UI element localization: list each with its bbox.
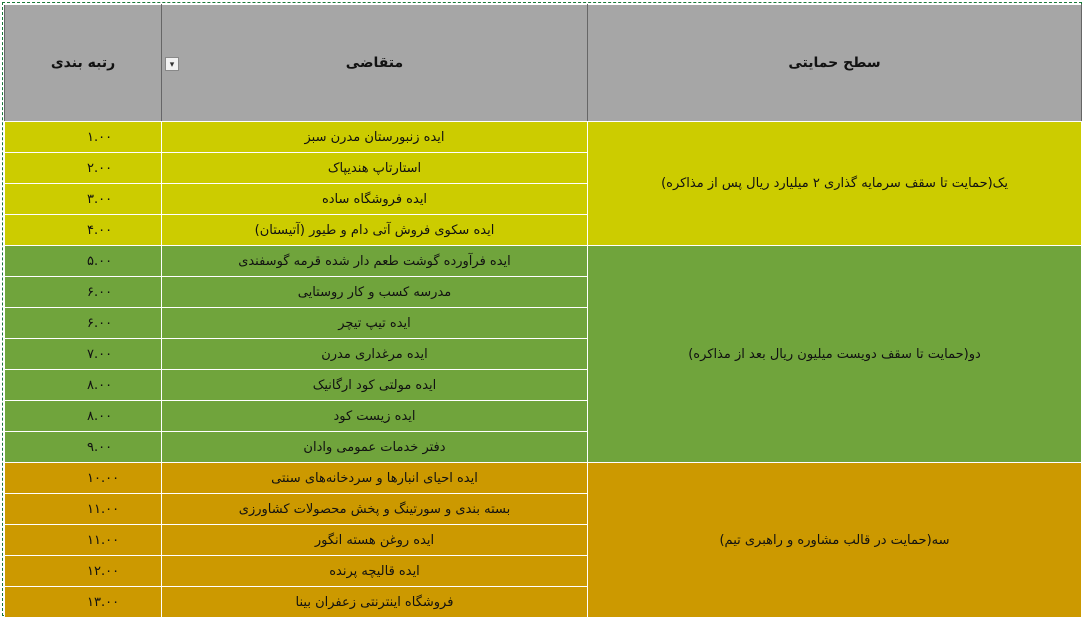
idea-cell[interactable]: ایده تیپ تیچر <box>162 308 588 339</box>
rank-column-header[interactable] <box>5 5 162 122</box>
table-row <box>5 246 1082 277</box>
level-header-label: سطح حمایتی <box>788 55 881 71</box>
idea-cell[interactable]: ایده احیای انبارها و سردخانه‌های سنتی <box>162 463 588 494</box>
support-level-cell[interactable]: یک(حمایت تا سقف سرمایه گذاری ۲ میلیارد ریال پس از مذاکره) <box>588 122 1082 246</box>
idea-cell[interactable]: ایده قالیچه پرنده <box>162 556 588 587</box>
idea-column-header[interactable] <box>162 5 588 122</box>
table-row <box>5 463 1082 494</box>
rank-cell[interactable]: ۶.۰۰ <box>5 277 162 308</box>
idea-cell[interactable]: استارتاپ هندیپاک <box>162 153 588 184</box>
idea-cell[interactable]: ایده مولتی کود ارگانیک <box>162 370 588 401</box>
table-row <box>5 122 1082 153</box>
rank-cell[interactable]: ۱۰.۰۰ <box>5 463 162 494</box>
rank-cell[interactable]: ۷.۰۰ <box>5 339 162 370</box>
rank-cell[interactable]: ۹.۰۰ <box>5 432 162 463</box>
rank-cell[interactable]: ۸.۰۰ <box>5 401 162 432</box>
rank-cell[interactable]: ۱۲.۰۰ <box>5 556 162 587</box>
level-column-header[interactable] <box>588 5 1082 122</box>
rank-cell[interactable]: ۵.۰۰ <box>5 246 162 277</box>
rank-cell[interactable]: ۱.۰۰ <box>5 122 162 153</box>
rank-header-label: رتبه بندی <box>50 55 116 71</box>
support-level-cell[interactable]: دو(حمایت تا سقف دویست میلیون ریال بعد از مذاکره) <box>588 246 1082 463</box>
table-body <box>5 122 1082 618</box>
rank-cell[interactable]: ۸.۰۰ <box>5 370 162 401</box>
idea-cell[interactable]: ایده روغن هسته انگور <box>162 525 588 556</box>
rank-cell[interactable]: ۱۱.۰۰ <box>5 494 162 525</box>
idea-cell[interactable]: ایده فروشگاه ساده <box>162 184 588 215</box>
idea-header-label: متقاضی <box>345 55 404 71</box>
idea-cell[interactable]: ایده زیست کود <box>162 401 588 432</box>
rank-cell[interactable]: ۶.۰۰ <box>5 308 162 339</box>
rank-cell[interactable]: ۴.۰۰ <box>5 215 162 246</box>
rank-cell[interactable]: ۲.۰۰ <box>5 153 162 184</box>
support-level-cell[interactable]: سه(حمایت در قالب مشاوره و راهبری تیم) <box>588 463 1082 618</box>
support-level-table <box>4 4 1082 618</box>
filter-dropdown-icon[interactable]: ▾ <box>165 57 179 71</box>
idea-cell[interactable]: ایده فرآورده گوشت طعم دار شده قرمه گوسفندی <box>162 246 588 277</box>
idea-cell[interactable]: مدرسه کسب و کار روستایی <box>162 277 588 308</box>
idea-cell[interactable]: ایده سکوی فروش آتی دام و طیور (آتیستان) <box>162 215 588 246</box>
idea-cell[interactable]: ایده مرغداری مدرن <box>162 339 588 370</box>
idea-cell[interactable]: ایده زنبورستان مدرن سبز <box>162 122 588 153</box>
rank-cell[interactable]: ۳.۰۰ <box>5 184 162 215</box>
rank-cell[interactable]: ۱۱.۰۰ <box>5 525 162 556</box>
rank-cell[interactable]: ۱۳.۰۰ <box>5 587 162 618</box>
idea-cell[interactable]: فروشگاه اینترنتی زعفران بینا <box>162 587 588 618</box>
idea-cell[interactable]: دفتر خدمات عمومی وادان <box>162 432 588 463</box>
idea-cell[interactable]: بسته بندی و سورتینگ و پخش محصولات کشاورزی <box>162 494 588 525</box>
